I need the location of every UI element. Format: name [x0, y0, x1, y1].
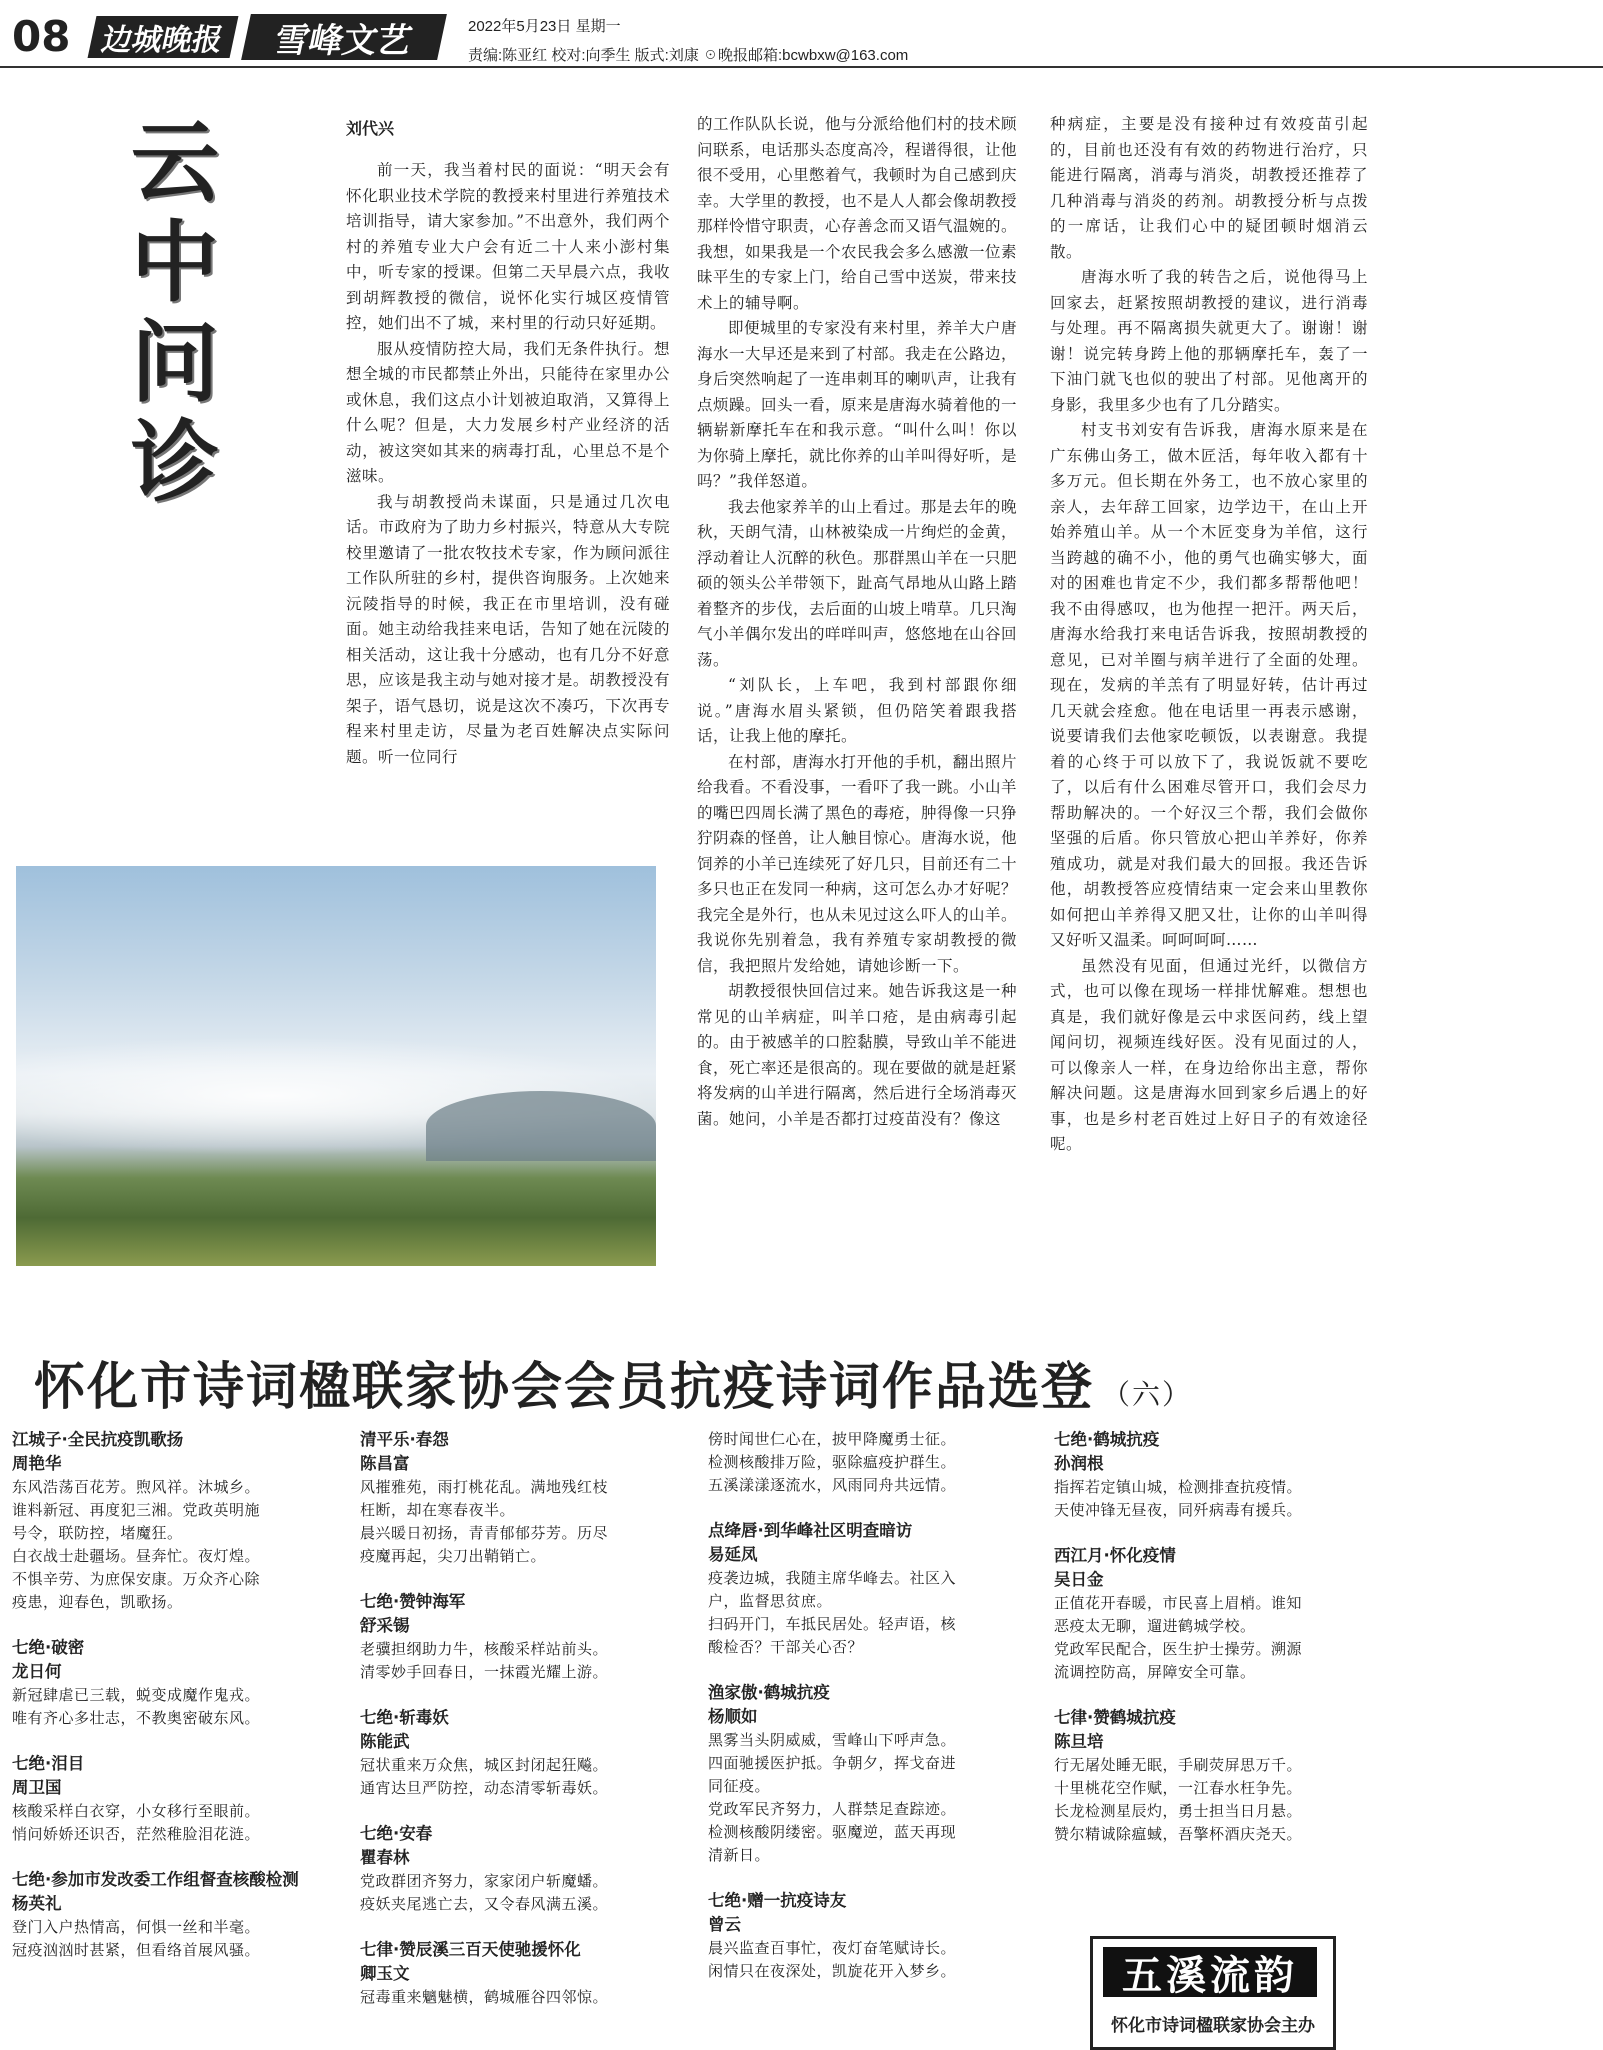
article-paragraph: 村支书刘安有告诉我，唐海水原来是在广东佛山务工，做木匠活，每年收入都有十多万元。但长期在外务工，也不放心家里的亲人，去年辞工回家，边学边干，在山上开始养殖山羊。从一个木匠变身为羊倌，这行当跨越的确不小，他的勇气也确实够大，面对的困难也肯定不少，我们都多帮帮他吧！我不由得感叹，也为他捏一把汗。两天后，唐海水给我打来电话告诉我，按照胡教授的意见，已对羊圈与病羊进行了全面的处理。现在，发病的羊羔有了明显好转，估计再过几天就会痊愈。他在电话里一再表示感谢，说要请我们去他家吃顿饭，以表谢意。我提着的心终于可以放下了，我说饭就不要吃了，以后有什么困难尽管开口，我们会尽力帮助解决的。一个好汉三个帮，我们会做你坚强的后盾。你只管放心把山羊养好，你养殖成功，就是对我们最大的回报。我还告诉他，胡教授答应疫情结束一定会来山里教你如何把山羊养得又肥又壮，让你的山羊叫得又好听又温柔。呵呵呵呵……: [1050, 421, 1368, 949]
poem-line: 检测核酸排万险，驱除瘟疫护群生。: [708, 1453, 957, 1471]
poem-line: 党政军民配合，医生护士操劳。溯源: [1054, 1640, 1303, 1658]
poem: [360, 1822, 690, 1916]
article-paragraph: 在村部，唐海水打开他的手机，翻出照片给我看。不看没事，一看吓了我一跳。小山羊的嘴巴四周长满了黑色的毒疮，肿得像一只狰狞阴森的怪兽，让人触目惊心。唐海水说，他饲养的小羊已连续死了好几只，目前还有二十多只也正在发同一种病，这可怎么办才好呢？我完全是外行，也从未见过这么吓人的山羊。我说你先别着急，我有养殖专家胡教授的微信，我把照片发给她，请她诊断一下。: [697, 752, 1017, 975]
poem-line: 枉断，却在寒春夜半。: [360, 1501, 516, 1519]
poem-line: 清零妙手回春日，一抹霞光耀上游。: [360, 1663, 609, 1681]
poem-line: 冠疫汹汹时甚紧，但看络首展风骚。: [12, 1941, 261, 1959]
header-rule: [0, 66, 1603, 68]
poem-line: 行无屠处睡无眠，手刷荧屏思万千。: [1054, 1756, 1303, 1774]
poem-line: 号令，联防控，堵魔狂。: [12, 1524, 183, 1542]
poem-line: 长龙检测星辰灼，勇士担当日月悬。: [1054, 1802, 1303, 1820]
poem-line: 东风浩荡百花芳。煦风祥。沐城乡。: [12, 1478, 261, 1496]
poem: [12, 1868, 342, 1962]
article-paragraph: 即便城里的专家没有来村里，养羊大户唐海水一大早还是来到了村部。我走在公路边，身后突然响起了一连串刺耳的喇叭声，让我有点烦躁。回头一看，原来是唐海水骑着他的一辆崭新摩托车在和我示意。“叫什么叫！你以为你骑上摩托，就比你养的山羊叫得好听，是吗？”我佯怒道。: [697, 319, 1017, 490]
poem-line: 同征疫。: [708, 1777, 771, 1795]
column-box-title: 五溪流韵: [1103, 1947, 1317, 1997]
poem-line: 检测核酸阴缕密。驱魔逆，蓝天再现: [708, 1823, 957, 1841]
poem-title: 七律·赞辰溪三百天使驰援怀化: [360, 1940, 581, 1959]
poem-line: 登门入户热情高，何惧一丝和半毫。: [12, 1918, 261, 1936]
poem-line: 恶疫太无聊，遛进鹤城学校。: [1054, 1617, 1256, 1635]
poem-title: 七绝·赞钟海军: [360, 1592, 466, 1611]
article-paragraph: 种病症，主要是没有接种过有效疫苗引起的，目前也还没有有效的药物进行治疗，只能进行隔离，消毒与消炎，胡教授还推荐了几种消毒与消炎的药剂。胡教授分析与点拨的一席话，让我们心中的疑团顿时烟消云散。: [1050, 115, 1368, 261]
poem-line: 疫患，迎春色，凯歌扬。: [12, 1593, 183, 1611]
poem-author: 陈能武: [360, 1732, 410, 1751]
article-paragraph: 服从疫情防控大局，我们无条件执行。想想全城的市民都禁止外出，只能待在家里办公或休息，我们这点小计划被迫取消，又算得上什么呢？但是，大力发展乡村产业经济的活动，被这突如其来的病毒打乱，心里总不是个滋味。: [346, 339, 670, 485]
issue-date: 2022年5月23日 星期一: [468, 18, 621, 35]
article-col-1: [346, 158, 670, 848]
poem-line: 核酸采样白衣穿，小女移行至眼前。: [12, 1802, 261, 1820]
poem-line: 户，监督思贫庶。: [708, 1592, 833, 1610]
poem-line: 指挥若定镇山城，检测排查抗疫情。: [1054, 1478, 1303, 1496]
poem: [12, 1752, 342, 1846]
poem-line: 冠毒重来魑魅横，鹤城雁谷四邻惊。: [360, 1988, 609, 2006]
poem-line: 清新日。: [708, 1846, 771, 1864]
article-paragraph: 我与胡教授尚未谋面，只是通过几次电话。市政府为了助力乡村振兴，特意从大专院校里邀请了一批农牧技术专家，作为顾问派往工作队所驻的乡村，提供咨询服务。上次她来沅陵指导的时候，我正在市里培训，没有碰面。她主动给我挂来电话，告知了她在沅陵的相关活动，这让我十分感动，也有几分不好意思，应该是我主动与她对接才是。胡教授没有架子，语气恳切，说是这次不凑巧，下次再专程来村里走访，尽量为老百姓解决点实际问题。听一位同行: [346, 492, 670, 766]
article-col-3: [1050, 112, 1368, 1262]
poem-line: 流调控防高，屏障安全可靠。: [1054, 1663, 1256, 1681]
poem-line: 老骥担纲助力牛，核酸采样站前头。: [360, 1640, 609, 1658]
poem-author: 杨顺如: [708, 1707, 758, 1726]
poem-line: 傍时闻世仁心在，披甲降魔勇士征。: [708, 1430, 957, 1448]
article-paragraph: 胡教授很快回信过来。她告诉我这是一种常见的山羊病症，叫羊口疮，是由病毒引起的。由于被感羊的口腔黏膜，导致山羊不能进食，死亡率还是很高的。现在要做的就是赶紧将发病的山羊进行隔离，然后进行全场消毒灭菌。她问，小羊是否都打过疫苗没有？像这: [697, 982, 1017, 1128]
poem-title: 七绝·斩毒妖: [360, 1708, 449, 1727]
article-paragraph: 前一天，我当着村民的面说：“明天会有怀化职业技术学院的教授来村里进行养殖技术培训指导，请大家参加。”不出意外，我们两个村的养殖专业大户会有近二十人来小澎村集中，听专家的授课。但第二天早晨六点，我收到胡辉教授的微信，说怀化实行城区疫情管控，她们出不了城，来村里的行动只好延期。: [346, 161, 670, 332]
poem-line: 闲情只在夜深处，凯旋花开入梦乡。: [708, 1962, 957, 1980]
poem: [360, 1706, 690, 1800]
poem-author: 舒采锡: [360, 1616, 410, 1635]
poem-author: 杨英礼: [12, 1894, 62, 1913]
poem-col-2: [360, 1428, 690, 2031]
poem: [708, 1519, 1038, 1659]
poem-line: 正值花开春暖，市民喜上眉梢。谁知: [1054, 1594, 1303, 1612]
poem: [708, 1889, 1038, 1983]
poem: [12, 1636, 342, 1730]
poem-line: 党政群团齐努力，家家闭户斩魔蟠。: [360, 1872, 609, 1890]
poem: [1054, 1428, 1384, 1522]
poem-author: 陈旦培: [1054, 1732, 1104, 1751]
article-author: 刘代兴: [346, 119, 395, 138]
poem-line: 黑雾当头阴威威，雪峰山下呼声急。: [708, 1731, 957, 1749]
poem-line: 晨兴暖日初扬，青青郁郁芬芳。历尽: [360, 1524, 609, 1542]
poem-line: 悄问娇娇还识否，茫然稚脸泪花涟。: [12, 1825, 261, 1843]
page-number: 08: [12, 12, 71, 61]
poem-title: 七绝·破密: [12, 1638, 85, 1657]
article-paragraph: 的工作队队长说，他与分派给他们村的技术顾问联系，电话那头态度高冷，程谱得很，让他很不受用，心里憋着气，我顿时为自己感到庆幸。大学里的教授，也不是人人都会像胡教授那样怜惜守职责，心存善念而又语气温婉的。我想，如果我是一个农民我会多么感激一位素昧平生的专家上门，给自己雪中送炭，带来技术上的辅导啊。: [697, 115, 1017, 312]
poem-author: 卿玉文: [360, 1964, 410, 1983]
article-photo: [16, 866, 656, 1266]
poem: [360, 1428, 690, 1568]
poem-title: 西江月·怀化疫情: [1054, 1546, 1176, 1565]
poem-col-4: [1054, 1428, 1384, 1868]
poem-line: 唯有齐心多壮志，不教奥密破东风。: [12, 1709, 261, 1727]
poem-title: 江城子·全民抗疫凯歌扬: [12, 1430, 184, 1449]
poem-line: 新冠肆虐已三载，蜕变成魔作鬼戎。: [12, 1686, 261, 1704]
poem-author: 周艳华: [12, 1454, 62, 1473]
poem-line: 晨兴监查百事忙，夜灯奋笔赋诗长。: [708, 1939, 957, 1957]
poem-line: 白衣战士赴疆场。昼奔忙。夜灯煌。: [12, 1547, 261, 1565]
poem-line: 扫码开门，车抵民居处。轻声语，核: [708, 1615, 957, 1633]
poem-line: 疫魔再起，尖刀出鞘销亡。: [360, 1547, 547, 1565]
poem-line: 四面驰援医护抵。争朝夕，挥戈奋进: [708, 1754, 957, 1772]
poem-author: 曾云: [708, 1915, 741, 1934]
poem-title: 清平乐·春怨: [360, 1430, 449, 1449]
poem-author: 瞿春林: [360, 1848, 410, 1867]
poem-author: 龙日何: [12, 1662, 62, 1681]
poem-line: 冠状重来万众焦，城区封闭起狂飚。: [360, 1756, 609, 1774]
poem: [708, 1681, 1038, 1867]
poem-line: 天使冲锋无昼夜，同歼病毒有援兵。: [1054, 1501, 1303, 1519]
poem-title: 七绝·鹤城抗疫: [1054, 1430, 1160, 1449]
poem-author: 孙润根: [1054, 1454, 1104, 1473]
poem: [360, 1938, 690, 2009]
credits: 责编:陈亚红 校对:向季生 版式:刘康 ☉晚报邮箱:bcwbxw@163.com: [468, 47, 909, 64]
poem-line: 通宵达旦严防控，动态清零斩毒妖。: [360, 1779, 609, 1797]
poem: [1054, 1544, 1384, 1684]
poem-line: 酸检否？干部关心否？: [708, 1638, 864, 1656]
poem-title: 点绛唇·到华峰社区明查暗访: [708, 1521, 913, 1540]
poem: [1054, 1706, 1384, 1846]
poem-line: 疫袭边城，我随主席华峰去。社区入: [708, 1569, 957, 1587]
section-name: 雪峰文艺: [241, 14, 447, 60]
article-title: 云中问诊: [130, 110, 219, 514]
poem-title: 七绝·参加市发改委工作组督查核酸检测: [12, 1870, 299, 1889]
poem-line: 赞尔精诚除瘟蜮，吾擎杯酒庆尧天。: [1054, 1825, 1303, 1843]
article-paragraph: “刘队长，上车吧，我到村部跟你细说。”唐海水眉头紧锁，但仍陪笑着跟我搭话，让我上他的摩托。: [697, 676, 1017, 745]
poem-author: 陈昌富: [360, 1454, 410, 1473]
poem-line: 风摧雅苑，雨打桃花乱。满地残红枝: [360, 1478, 609, 1496]
poem-line: 不惧辛劳、为庶保安康。万众齐心除: [12, 1570, 261, 1588]
poem-line: 谁料新冠、再度犯三湘。党政英明施: [12, 1501, 261, 1519]
poem-author: 周卫国: [12, 1778, 62, 1797]
article-col-2: [697, 112, 1017, 1262]
poetry-part: （六）: [1102, 1378, 1193, 1411]
article-paragraph: 我去他家养羊的山上看过。那是去年的晚秋，天朗气清，山林被染成一片绚烂的金黄，浮动着让人沉醉的秋色。那群黑山羊在一只肥硕的领头公羊带领下，趾高气昂地从山路上踏着整齐的步伐，去后面的山坡上啃草。几只淘气小羊偶尔发出的咩咩叫声，悠悠地在山谷回荡。: [697, 497, 1017, 669]
poem-line: 党政军民齐努力，人群禁足查踪迹。: [708, 1800, 957, 1818]
poem-title: 七绝·泪目: [12, 1754, 85, 1773]
poem: [360, 1590, 690, 1684]
poem-line: 疫妖夹尾逃亡去，又令春风满五溪。: [360, 1895, 609, 1913]
column-box: [1090, 1936, 1336, 2050]
article-paragraph: 唐海水听了我的转告之后，说他得马上回家去，赶紧按照胡教授的建议，进行消毒与处理。再不隔离损失就更大了。谢谢！谢谢！说完转身跨上他的那辆摩托车，轰了一下油门就飞也似的驶出了村部。见他离开的身影，我里多少也有了几分踏实。: [1050, 268, 1368, 414]
paper-name: 边城晚报: [88, 16, 239, 58]
poem-col-3: [708, 1428, 1038, 2005]
poem: [12, 1428, 342, 1614]
column-box-subtitle: 怀化市诗词楹联家协会主办: [1111, 2016, 1315, 2036]
poem-line: 五溪漾漾逐流水，风雨同舟共远情。: [708, 1476, 957, 1494]
poem-title: 七绝·赠一抗疫诗友: [708, 1891, 847, 1910]
article-paragraph: 虽然没有见面，但通过光纤，以微信方式，也可以像在现场一样排忧解难。想想也真是，我们就好像是云中求医问药，线上望闻问切，视频连线好医。没有见面过的人，可以像亲人一样，在身边给你出主意，帮你解决问题。这是唐海水回到家乡后遇上的好事，也是乡村老百姓过上好日子的有效途径呢。: [1050, 956, 1368, 1153]
poetry-headline: 怀化市诗词楹联家协会会员抗疫诗词作品选登 （六）: [34, 1358, 1193, 1417]
poem-title: 七律·赞鹤城抗疫: [1054, 1708, 1176, 1727]
poem-author: 吴日金: [1054, 1570, 1104, 1589]
poem-author: 易延凤: [708, 1545, 758, 1564]
poem-col-1: [12, 1428, 342, 1984]
poem: [708, 1428, 1038, 1497]
poem-title: 七绝·安春: [360, 1824, 433, 1843]
poem-title: 渔家傲·鹤城抗疫: [708, 1683, 830, 1702]
poem-line: 十里桃花空作赋，一江春水枉争先。: [1054, 1779, 1303, 1797]
